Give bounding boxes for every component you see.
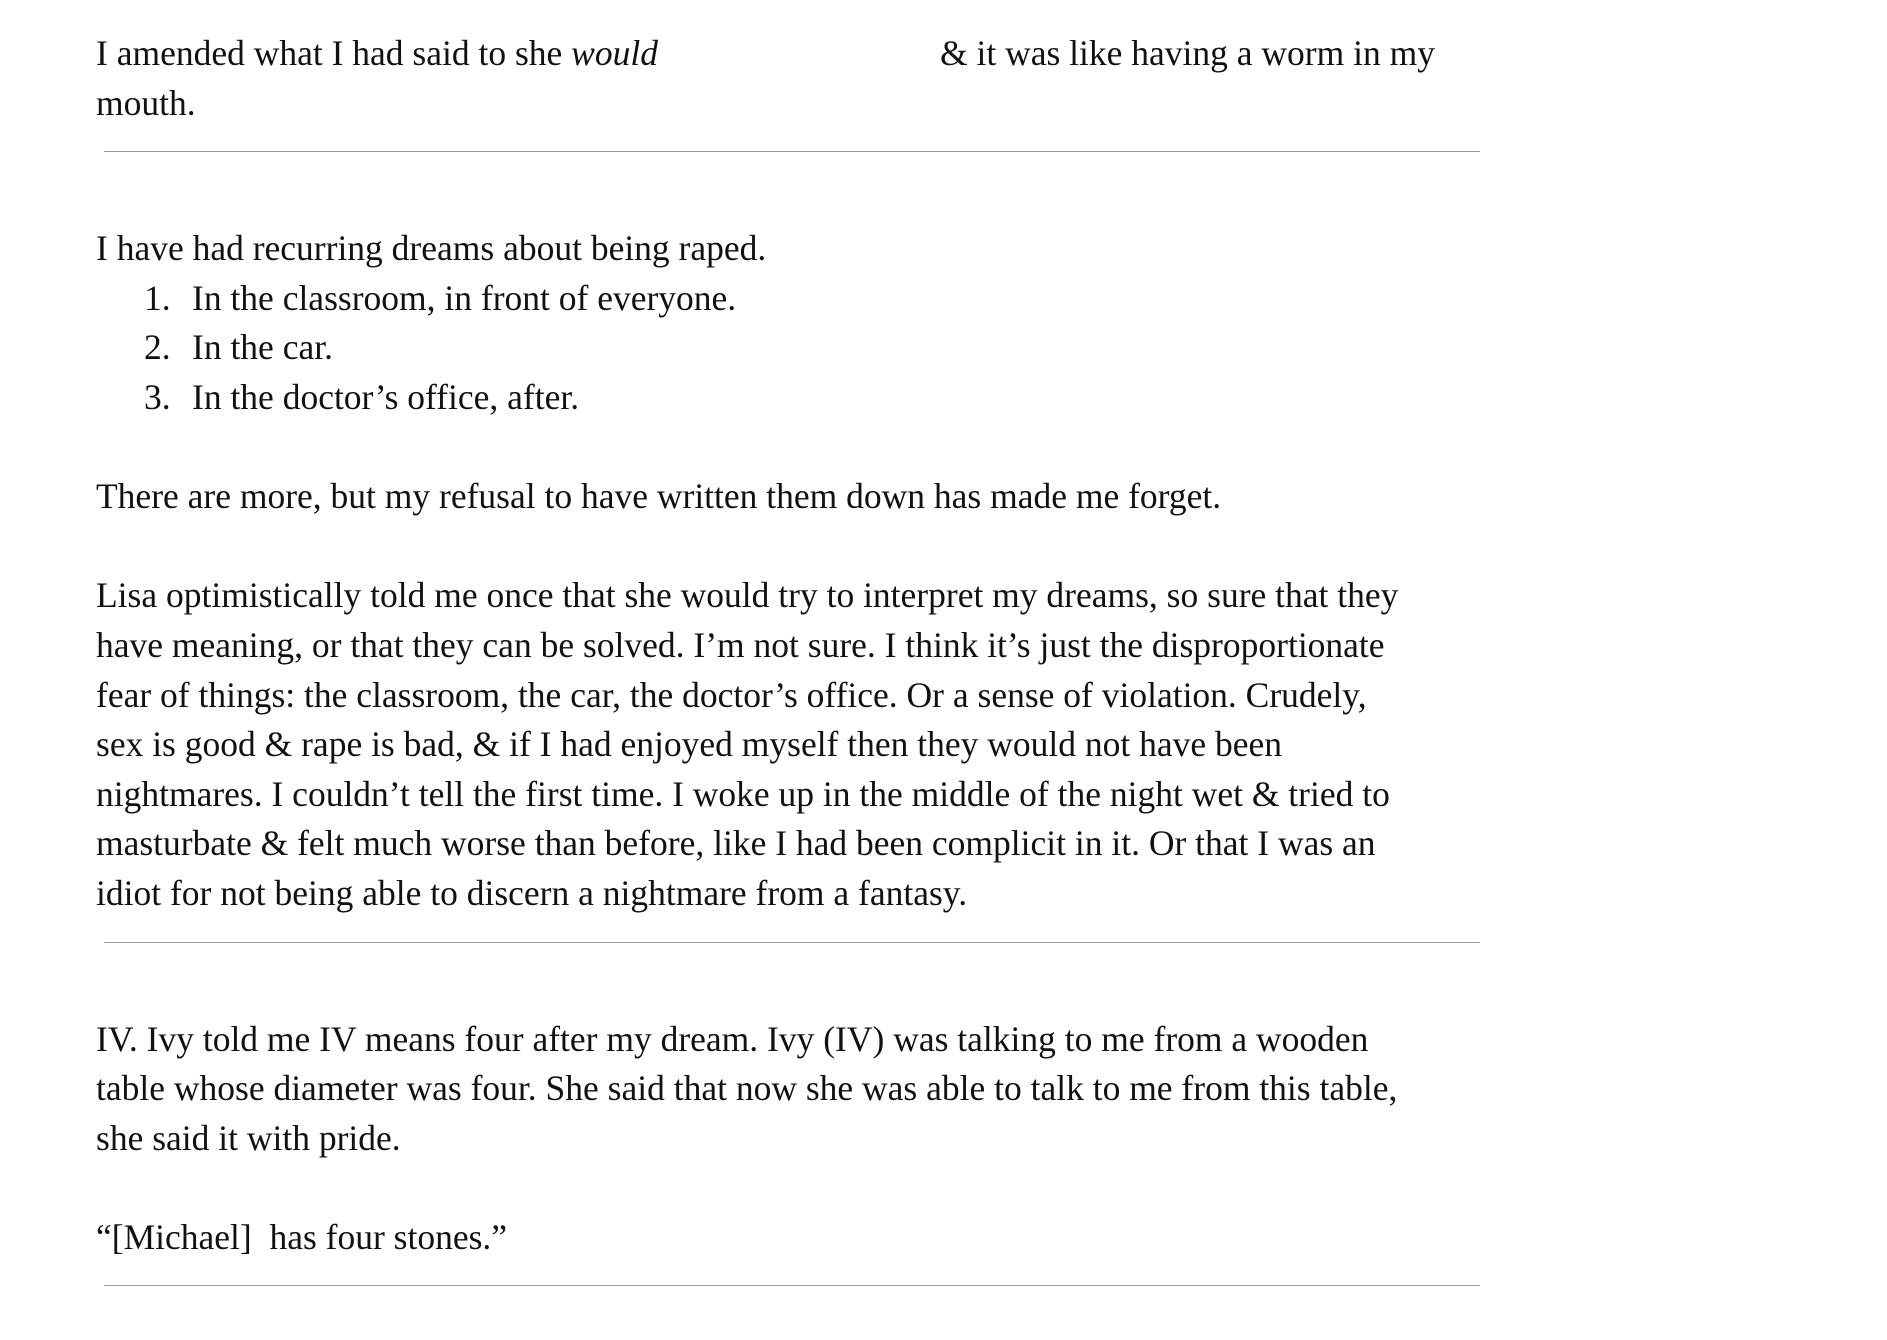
list-item-number: 3. — [144, 376, 171, 417]
list-item — [96, 274, 1496, 324]
list-item-text: In the doctor’s office, after. — [192, 376, 580, 417]
paragraph-line: idiot for not being able to discern a nightmare from a fantasy. — [96, 872, 968, 913]
section-divider-3 — [104, 1285, 1480, 1286]
section-divider-2 — [104, 942, 1480, 943]
section1-line1-left — [96, 29, 658, 79]
list-item-number: 2. — [144, 327, 171, 368]
paragraph-line: she said it with pride. — [96, 1117, 401, 1158]
paragraph-line: IV. Ivy told me IV means four after my dream. Ivy (IV) was talking to me from a wooden — [96, 1018, 1369, 1059]
document-body — [96, 29, 1496, 1286]
dreams-list — [96, 274, 1496, 423]
paragraph-line: have meaning, or that they can be solved. I’m not sure. I think it’s just the disproportionate — [96, 624, 1385, 665]
section1-line2: mouth. — [96, 82, 196, 123]
forget-paragraph: There are more, but my refusal to have written them down has made me forget. — [96, 476, 1222, 517]
section1-line1-left-prefix: I amended what I had said to she — [96, 33, 572, 73]
list-item — [96, 323, 1496, 373]
dreams-intro: I have had recurring dreams about being raped. — [96, 228, 767, 269]
paragraph-line: nightmares. I couldn’t tell the first time. I woke up in the middle of the night wet & tried to — [96, 773, 1390, 814]
list-item — [96, 373, 1496, 423]
italic-word-would: would — [571, 33, 658, 73]
section1-line1-right: & it was like having a worm in my — [940, 33, 1435, 73]
paragraph-line: Lisa optimistically told me once that she would try to interpret my dreams, so sure that they — [96, 575, 1399, 616]
paragraph-line: sex is good & rape is bad, & if I had enjoyed myself then they would not have been — [96, 724, 1283, 765]
section1-line1 — [96, 29, 1496, 79]
list-item-text: In the car. — [192, 327, 333, 368]
lisa-paragraph — [96, 571, 1496, 918]
ivy-paragraph — [96, 1015, 1496, 1164]
section-divider-1 — [104, 151, 1480, 152]
paragraph-line: fear of things: the classroom, the car, the doctor’s office. Or a sense of violation. Crudely, — [96, 674, 1367, 715]
list-item-number: 1. — [144, 277, 171, 318]
paragraph-line: table whose diameter was four. She said that now she was able to talk to me from this table, — [96, 1068, 1398, 1109]
list-item-text: In the classroom, in front of everyone. — [192, 277, 737, 318]
paragraph-line: masturbate & felt much worse than before, like I had been complicit in it. Or that I was an — [96, 823, 1376, 864]
michael-quote: “[Michael] has four stones.” — [96, 1216, 508, 1257]
